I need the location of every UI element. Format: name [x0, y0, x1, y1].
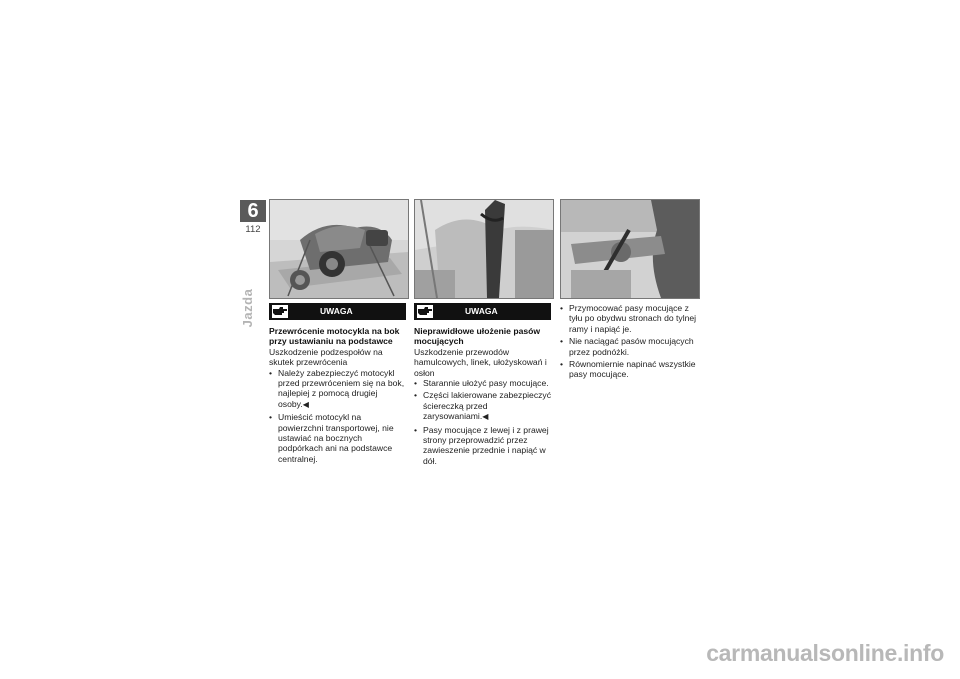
warning-2-heading: Nieprawidłowe ułożenie pasów mocujących	[414, 326, 541, 347]
chapter-number: 6	[240, 200, 266, 222]
end-mark: ◀	[482, 412, 489, 422]
warning-1-body	[269, 326, 406, 466]
list-item: • Przymocować pasy mocujące z tyłu po obydwu stronach do tylnej ramy i napiąć je.	[560, 303, 698, 334]
warning-header-1	[269, 303, 406, 320]
page-number: 112	[245, 224, 261, 235]
warning-1-intro: Uszkodzenie podzespołów na skutek przewrócenia	[269, 346, 383, 368]
warning-1-list	[269, 368, 406, 465]
list-item: • Pasy mocujące z lewej i z prawej strony przeprowadzić przez zawieszenie przednie i napiąć w dół.	[414, 425, 552, 467]
warning-hand-icon	[417, 305, 433, 318]
instructions-column-3	[560, 303, 698, 382]
chapter-title: Jazda	[240, 288, 255, 328]
list-item: • Starannie ułożyć pasy mocujące.	[414, 378, 552, 388]
instructions-list	[560, 303, 698, 380]
warning-2-list	[414, 378, 552, 466]
list-item: • Równomiernie napinać wszystkie pasy mocujące.	[560, 359, 698, 380]
list-item: • Należy zabezpieczyć motocykl przed przewróceniem się na bok, najlepiej z pomocą drugiej osoby.◀	[269, 368, 406, 411]
end-mark: ◀	[302, 399, 309, 409]
warning-label-2: UWAGA	[465, 306, 498, 316]
warning-2-body	[414, 326, 552, 468]
warning-header-2	[414, 303, 551, 320]
warning-2-intro: Uszkodzenie przewodów hamulcowych, linek, ułożyskowań i osłon	[414, 346, 547, 378]
warning-1-heading: Przewrócenie motocykla na bok przy ustawianiu na podstawce	[269, 326, 400, 347]
photo-front-fork-strap	[414, 199, 554, 299]
warning-hand-icon	[272, 305, 288, 318]
list-item: • Nie naciągać pasów mocujących przez podnóżki.	[560, 336, 698, 357]
warning-label-1: UWAGA	[320, 306, 353, 316]
photo-rear-frame-strap	[560, 199, 700, 299]
footer-watermark: carmanualsonline.info	[706, 640, 944, 666]
list-item: • Umieścić motocykl na powierzchni transportowej, nie ustawiać na bocznych podpórkach ani na podstawce centralnej.	[269, 412, 406, 464]
photo-motorcycle-on-trailer	[269, 199, 409, 299]
list-item: • Części lakierowane zabezpieczyć ściereczką przed zarysowaniami.◀	[414, 390, 552, 422]
